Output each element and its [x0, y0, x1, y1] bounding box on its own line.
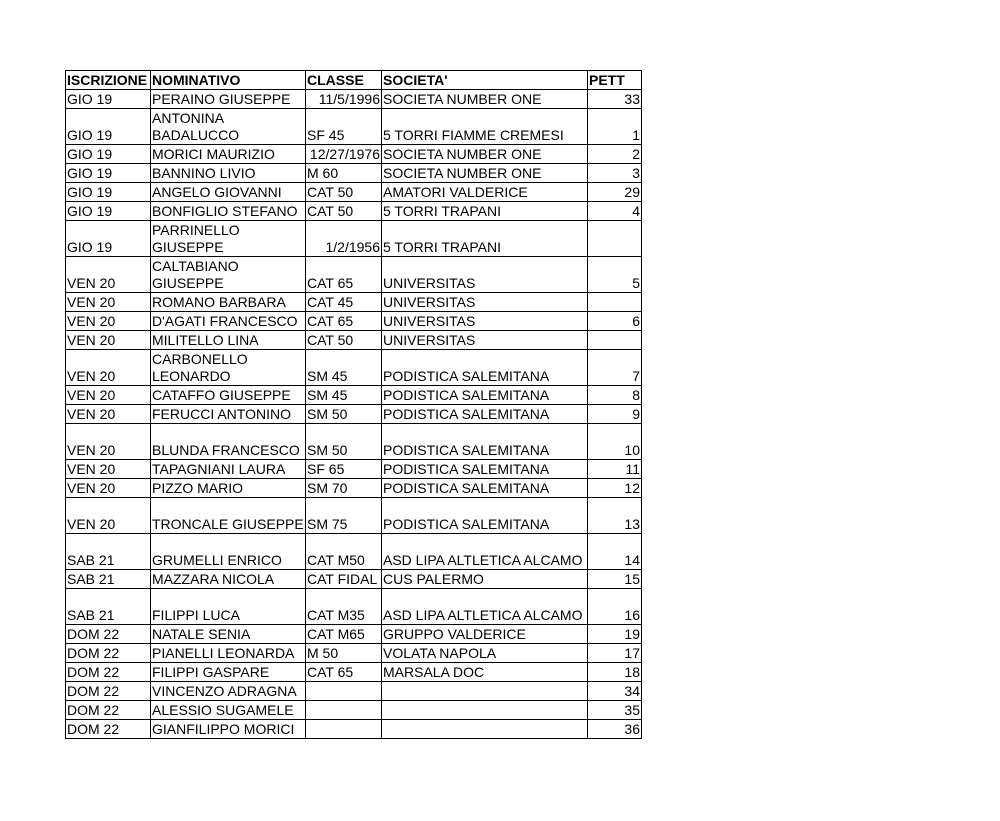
- cell-classe: CAT 65: [306, 663, 382, 682]
- cell-iscrizione: DOM 22: [66, 720, 151, 739]
- cell-nominativo: ROMANO BARBARA: [151, 293, 306, 312]
- table-row: [66, 350, 642, 386]
- cell-iscrizione: DOM 22: [66, 682, 151, 701]
- cell-classe: CAT 45: [306, 293, 382, 312]
- cell-societa: AMATORI VALDERICE: [382, 183, 588, 202]
- cell-nominativo: PIANELLI LEONARDA: [151, 644, 306, 663]
- table-row: [66, 682, 642, 701]
- cell-societa: [382, 701, 588, 720]
- cell-classe: CAT 50: [306, 331, 382, 350]
- header-classe: CLASSE: [306, 71, 382, 90]
- table-row: [66, 312, 642, 331]
- cell-classe: [306, 682, 382, 701]
- cell-classe: CAT 50: [306, 202, 382, 221]
- cell-pett: [588, 221, 642, 257]
- table-row: [66, 720, 642, 739]
- cell-classe: SM 50: [306, 405, 382, 424]
- cell-nominativo: CALTABIANO GIUSEPPE: [151, 257, 306, 293]
- table-row: [66, 331, 642, 350]
- header-pett: PETT: [588, 71, 642, 90]
- header-row: [66, 71, 642, 90]
- cell-pett: 2: [588, 145, 642, 164]
- cell-nominativo: FERUCCI ANTONINO: [151, 405, 306, 424]
- cell-pett: 10: [588, 424, 642, 460]
- table-row: [66, 460, 642, 479]
- cell-nominativo: D'AGATI FRANCESCO: [151, 312, 306, 331]
- table-row: [66, 498, 642, 534]
- cell-nominativo: FILIPPI GASPARE: [151, 663, 306, 682]
- cell-societa: UNIVERSITAS: [382, 293, 588, 312]
- cell-nominativo: PIZZO MARIO: [151, 479, 306, 498]
- cell-iscrizione: VEN 20: [66, 498, 151, 534]
- cell-societa: 5 TORRI TRAPANI: [382, 221, 588, 257]
- cell-iscrizione: VEN 20: [66, 386, 151, 405]
- cell-iscrizione: VEN 20: [66, 479, 151, 498]
- cell-societa: MARSALA DOC: [382, 663, 588, 682]
- cell-pett: 11: [588, 460, 642, 479]
- cell-iscrizione: GIO 19: [66, 145, 151, 164]
- cell-societa: [382, 720, 588, 739]
- cell-classe: CAT 65: [306, 312, 382, 331]
- cell-pett: 7: [588, 350, 642, 386]
- cell-iscrizione: VEN 20: [66, 257, 151, 293]
- cell-nominativo: GRUMELLI ENRICO: [151, 534, 306, 570]
- cell-pett: 16: [588, 589, 642, 625]
- table-row: [66, 644, 642, 663]
- cell-iscrizione: SAB 21: [66, 534, 151, 570]
- cell-nominativo: CATAFFO GIUSEPPE: [151, 386, 306, 405]
- cell-classe: 11/5/1996: [306, 90, 382, 109]
- table-row: [66, 221, 642, 257]
- cell-iscrizione: VEN 20: [66, 293, 151, 312]
- table-row: [66, 424, 642, 460]
- cell-iscrizione: GIO 19: [66, 183, 151, 202]
- cell-societa: GRUPPO VALDERICE: [382, 625, 588, 644]
- cell-nominativo: TAPAGNIANI LAURA: [151, 460, 306, 479]
- cell-pett: 8: [588, 386, 642, 405]
- cell-pett: 35: [588, 701, 642, 720]
- cell-classe: SM 45: [306, 350, 382, 386]
- cell-nominativo: ALESSIO SUGAMELE: [151, 701, 306, 720]
- cell-classe: M 50: [306, 644, 382, 663]
- cell-nominativo: VINCENZO ADRAGNA: [151, 682, 306, 701]
- cell-classe: 12/27/1976: [306, 145, 382, 164]
- table-row: [66, 386, 642, 405]
- cell-pett: 14: [588, 534, 642, 570]
- table-row: [66, 90, 642, 109]
- cell-nominativo: ANTONINA BADALUCCO: [151, 109, 306, 145]
- table-row: [66, 534, 642, 570]
- cell-iscrizione: VEN 20: [66, 350, 151, 386]
- table-row: [66, 202, 642, 221]
- cell-pett: 4: [588, 202, 642, 221]
- cell-pett: 9: [588, 405, 642, 424]
- cell-classe: CAT 65: [306, 257, 382, 293]
- table-body: [66, 90, 642, 739]
- cell-societa: PODISTICA SALEMITANA: [382, 386, 588, 405]
- cell-nominativo: CARBONELLO LEONARDO: [151, 350, 306, 386]
- cell-nominativo: MAZZARA NICOLA: [151, 570, 306, 589]
- cell-classe: SF 45: [306, 109, 382, 145]
- cell-societa: 5 TORRI TRAPANI: [382, 202, 588, 221]
- cell-societa: SOCIETA NUMBER ONE: [382, 164, 588, 183]
- table-row: [66, 257, 642, 293]
- cell-iscrizione: GIO 19: [66, 90, 151, 109]
- cell-classe: [306, 720, 382, 739]
- cell-iscrizione: DOM 22: [66, 663, 151, 682]
- cell-societa: PODISTICA SALEMITANA: [382, 479, 588, 498]
- cell-pett: 19: [588, 625, 642, 644]
- cell-iscrizione: VEN 20: [66, 331, 151, 350]
- cell-pett: 34: [588, 682, 642, 701]
- cell-classe: SM 75: [306, 498, 382, 534]
- cell-pett: 5: [588, 257, 642, 293]
- cell-iscrizione: VEN 20: [66, 424, 151, 460]
- cell-societa: UNIVERSITAS: [382, 257, 588, 293]
- cell-pett: 12: [588, 479, 642, 498]
- cell-iscrizione: GIO 19: [66, 164, 151, 183]
- cell-pett: 29: [588, 183, 642, 202]
- cell-societa: [382, 682, 588, 701]
- cell-classe: CAT M35: [306, 589, 382, 625]
- cell-societa: ASD LIPA ALTLETICA ALCAMO: [382, 589, 588, 625]
- cell-iscrizione: GIO 19: [66, 109, 151, 145]
- cell-societa: PODISTICA SALEMITANA: [382, 460, 588, 479]
- table-row: [66, 405, 642, 424]
- cell-pett: 17: [588, 644, 642, 663]
- cell-nominativo: GIANFILIPPO MORICI: [151, 720, 306, 739]
- header-nominativo: NOMINATIVO: [151, 71, 306, 90]
- cell-iscrizione: DOM 22: [66, 701, 151, 720]
- cell-pett: 3: [588, 164, 642, 183]
- cell-nominativo: NATALE SENIA: [151, 625, 306, 644]
- table-row: [66, 701, 642, 720]
- cell-iscrizione: GIO 19: [66, 221, 151, 257]
- cell-nominativo: BLUNDA FRANCESCO: [151, 424, 306, 460]
- table-row: [66, 589, 642, 625]
- cell-societa: PODISTICA SALEMITANA: [382, 498, 588, 534]
- table-row: [66, 164, 642, 183]
- cell-nominativo: MILITELLO LINA: [151, 331, 306, 350]
- cell-societa: VOLATA NAPOLA: [382, 644, 588, 663]
- cell-pett: [588, 331, 642, 350]
- cell-pett: 13: [588, 498, 642, 534]
- cell-classe: SF 65: [306, 460, 382, 479]
- cell-pett: 1: [588, 109, 642, 145]
- cell-classe: CAT M65: [306, 625, 382, 644]
- cell-iscrizione: SAB 21: [66, 589, 151, 625]
- cell-societa: PODISTICA SALEMITANA: [382, 424, 588, 460]
- cell-classe: CAT M50: [306, 534, 382, 570]
- cell-nominativo: TRONCALE GIUSEPPE: [151, 498, 306, 534]
- table-row: [66, 663, 642, 682]
- cell-classe: CAT FIDAL: [306, 570, 382, 589]
- registration-table: [65, 70, 642, 739]
- cell-nominativo: BANNINO LIVIO: [151, 164, 306, 183]
- cell-societa: CUS PALERMO: [382, 570, 588, 589]
- cell-classe: 1/2/1956: [306, 221, 382, 257]
- cell-classe: SM 45: [306, 386, 382, 405]
- cell-pett: [588, 293, 642, 312]
- cell-nominativo: PARRINELLO GIUSEPPE: [151, 221, 306, 257]
- cell-nominativo: MORICI MAURIZIO: [151, 145, 306, 164]
- cell-societa: PODISTICA SALEMITANA: [382, 405, 588, 424]
- cell-societa: 5 TORRI FIAMME CREMESI: [382, 109, 588, 145]
- cell-pett: 33: [588, 90, 642, 109]
- cell-societa: UNIVERSITAS: [382, 312, 588, 331]
- cell-societa: UNIVERSITAS: [382, 331, 588, 350]
- cell-nominativo: FILIPPI LUCA: [151, 589, 306, 625]
- table-row: [66, 479, 642, 498]
- cell-pett: 36: [588, 720, 642, 739]
- table-row: [66, 293, 642, 312]
- header-societa: SOCIETA': [382, 71, 588, 90]
- cell-iscrizione: VEN 20: [66, 405, 151, 424]
- cell-iscrizione: VEN 20: [66, 460, 151, 479]
- table-row: [66, 109, 642, 145]
- cell-nominativo: PERAINO GIUSEPPE: [151, 90, 306, 109]
- table-row: [66, 145, 642, 164]
- cell-classe: SM 50: [306, 424, 382, 460]
- cell-societa: SOCIETA NUMBER ONE: [382, 90, 588, 109]
- cell-iscrizione: VEN 20: [66, 312, 151, 331]
- cell-classe: SM 70: [306, 479, 382, 498]
- table-row: [66, 183, 642, 202]
- cell-nominativo: ANGELO GIOVANNI: [151, 183, 306, 202]
- cell-pett: 18: [588, 663, 642, 682]
- cell-iscrizione: DOM 22: [66, 625, 151, 644]
- cell-iscrizione: GIO 19: [66, 202, 151, 221]
- table-row: [66, 570, 642, 589]
- header-iscrizione: ISCRIZIONE: [66, 71, 151, 90]
- cell-pett: 6: [588, 312, 642, 331]
- cell-iscrizione: DOM 22: [66, 644, 151, 663]
- cell-classe: M 60: [306, 164, 382, 183]
- cell-nominativo: BONFIGLIO STEFANO: [151, 202, 306, 221]
- cell-societa: ASD LIPA ALTLETICA ALCAMO: [382, 534, 588, 570]
- cell-classe: CAT 50: [306, 183, 382, 202]
- cell-societa: PODISTICA SALEMITANA: [382, 350, 588, 386]
- cell-classe: [306, 701, 382, 720]
- cell-societa: SOCIETA NUMBER ONE: [382, 145, 588, 164]
- table-row: [66, 625, 642, 644]
- cell-pett: 15: [588, 570, 642, 589]
- cell-iscrizione: SAB 21: [66, 570, 151, 589]
